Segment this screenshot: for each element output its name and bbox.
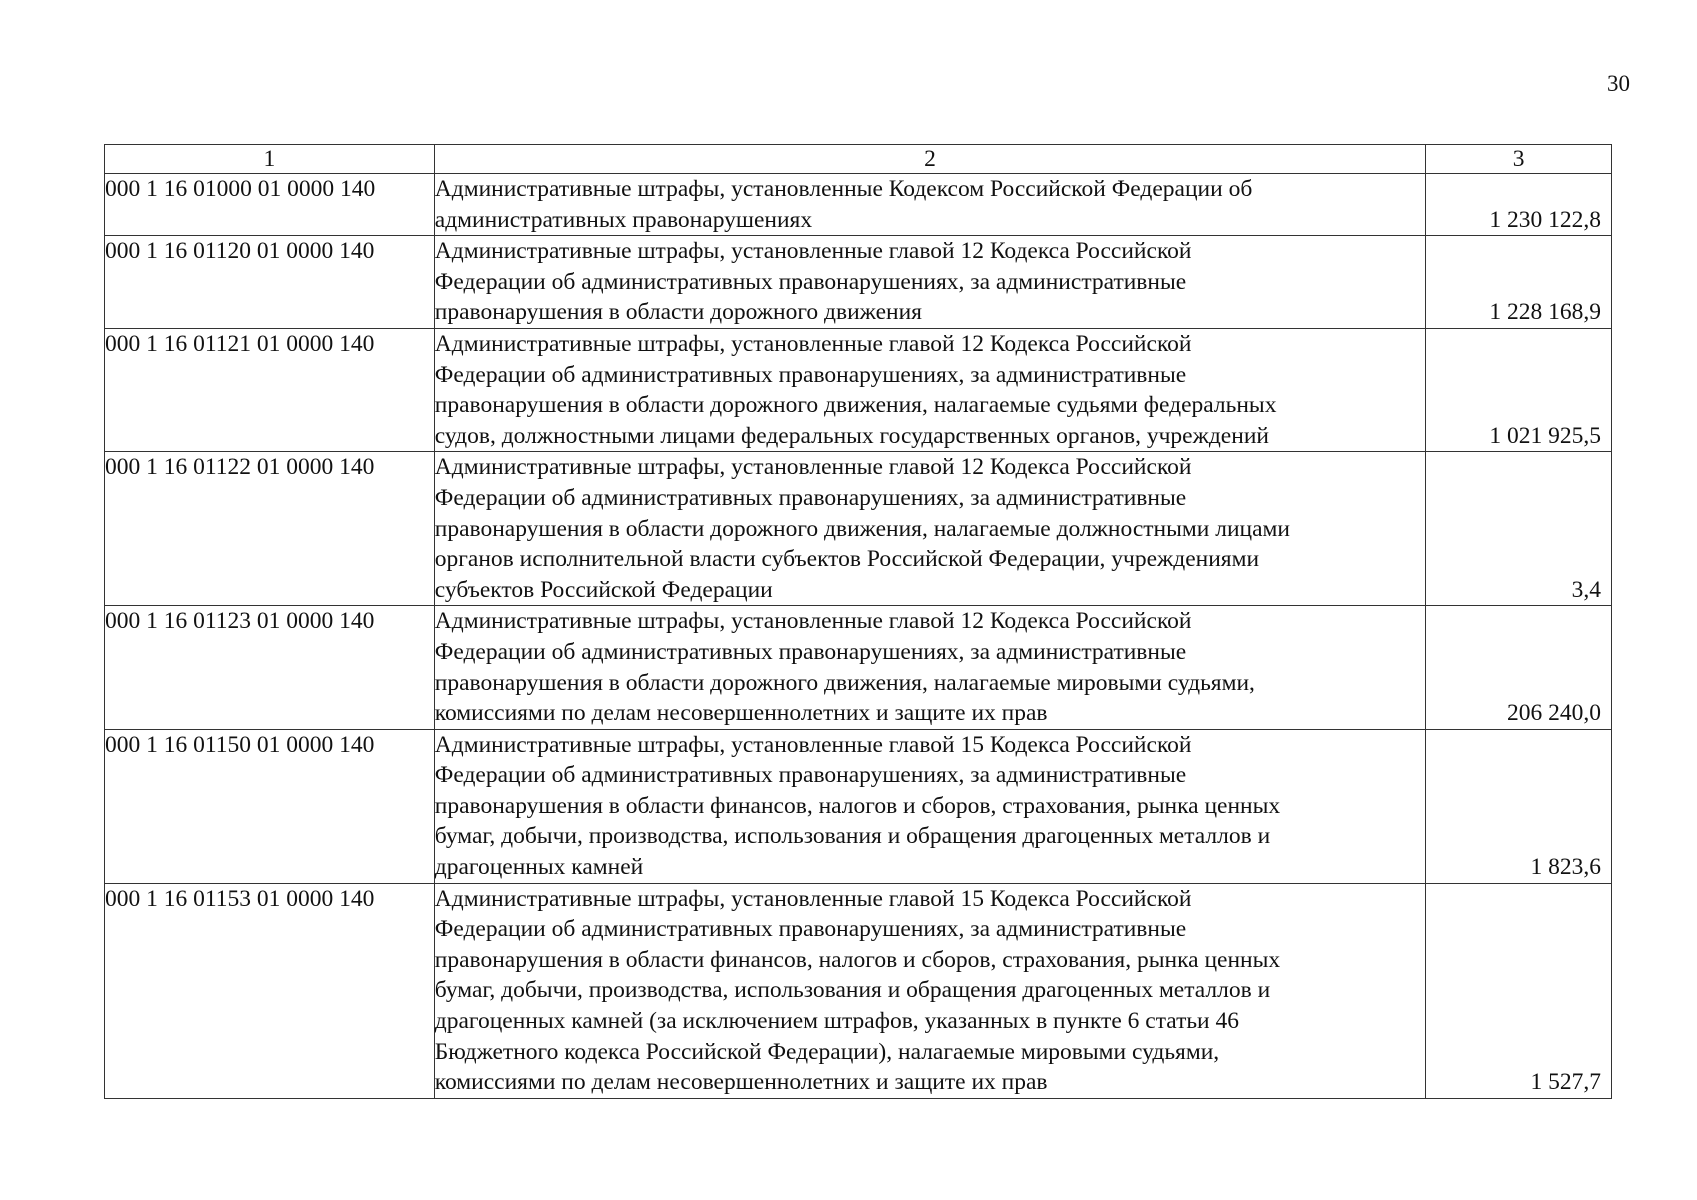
budget-code-cell: 000 1 16 01122 01 0000 140 [105, 452, 435, 606]
description-line: комиссиями по делам несовершеннолетних и защите их прав [434, 1069, 1048, 1096]
amount-cell: 1 228 168,9 [1426, 236, 1612, 329]
description-line: правонарушения в области финансов, налогов и сборов, страхования, рынка ценных [434, 946, 1281, 973]
description-line: драгоценных камней [434, 854, 644, 881]
amount-cell: 1 230 122,8 [1426, 174, 1612, 236]
amount-cell: 1 021 925,5 [1426, 328, 1612, 451]
description-line: субъектов Российской Федерации [434, 576, 773, 603]
description-line: правонарушения в области дорожного движения, налагаемые должностными лицами [434, 515, 1290, 542]
description-line: Федерации об административных правонарушениях, за административные [434, 638, 1187, 665]
table-row [105, 883, 1612, 1098]
description-line: комиссиями по делам несовершеннолетних и защите их прав [434, 700, 1048, 727]
description-line: административных правонарушениях [434, 206, 813, 233]
budget-code-cell: 000 1 16 01121 01 0000 140 [105, 328, 435, 451]
description-line: Федерации об административных правонарушениях, за административные [434, 762, 1187, 789]
column-header-1: 1 [105, 145, 435, 174]
description-cell [434, 883, 1425, 1098]
table-row [105, 452, 1612, 606]
amount-cell: 3,4 [1426, 452, 1612, 606]
column-header-3: 3 [1426, 145, 1612, 174]
description-line: правонарушения в области дорожного движения, налагаемые мировыми судьями, [434, 669, 1255, 696]
description-line: драгоценных камней (за исключением штрафов, указанных в пункте 6 статьи 46 [434, 1008, 1240, 1035]
description-line: бумаг, добычи, производства, использования и обращения драгоценных металлов и [434, 823, 1271, 850]
description-cell [434, 606, 1425, 729]
description-cell [434, 174, 1425, 236]
column-header-2: 2 [434, 145, 1425, 174]
description-line: судов, должностными лицами федеральных государственных органов, учреждений [434, 422, 1269, 449]
description-line: Административные штрафы, установленные главой 12 Кодекса Российской [434, 454, 1192, 481]
description-cell [434, 236, 1425, 329]
description-line: правонарушения в области дорожного движения [434, 299, 922, 326]
description-line: Федерации об административных правонарушениях, за административные [434, 268, 1187, 295]
budget-code-cell: 000 1 16 01153 01 0000 140 [105, 883, 435, 1098]
description-line: Федерации об административных правонарушениях, за административные [434, 484, 1187, 511]
description-cell [434, 452, 1425, 606]
amount-cell: 1 527,7 [1426, 883, 1612, 1098]
table-row [105, 729, 1612, 883]
description-line: Административные штрафы, установленные Кодексом Российской Федерации об [434, 176, 1253, 202]
description-line: Административные штрафы, установленные главой 12 Кодекса Российской [434, 330, 1192, 357]
description-line: органов исполнительной власти субъектов Российской Федерации, учреждениями [434, 546, 1260, 573]
description-line: правонарушения в области финансов, налогов и сборов, страхования, рынка ценных [434, 792, 1281, 819]
description-line: Административные штрафы, установленные главой 12 Кодекса Российской [434, 238, 1192, 265]
amount-cell: 1 823,6 [1426, 729, 1612, 883]
description-line: правонарушения в области дорожного движения, налагаемые судьями федеральных [434, 392, 1277, 419]
amount-cell: 206 240,0 [1426, 606, 1612, 729]
table-row [105, 328, 1612, 451]
table-header-row [105, 145, 1612, 174]
description-cell [434, 729, 1425, 883]
budget-code-cell: 000 1 16 01123 01 0000 140 [105, 606, 435, 729]
page-number: 30 [1607, 71, 1630, 96]
table-row [105, 606, 1612, 729]
description-line: Федерации об административных правонарушениях, за административные [434, 916, 1187, 943]
description-line: Административные штрафы, установленные главой 15 Кодекса Российской [434, 885, 1192, 912]
description-line: Административные штрафы, установленные главой 12 Кодекса Российской [434, 608, 1192, 635]
budget-table [104, 144, 1612, 1099]
description-line: Федерации об административных правонарушениях, за административные [434, 361, 1187, 388]
description-line: бумаг, добычи, производства, использования и обращения драгоценных металлов и [434, 977, 1271, 1004]
description-cell [434, 328, 1425, 451]
budget-code-cell: 000 1 16 01000 01 0000 140 [105, 174, 435, 236]
budget-table-body [105, 145, 1612, 1099]
table-row [105, 174, 1612, 236]
budget-code-cell: 000 1 16 01120 01 0000 140 [105, 236, 435, 329]
table-row [105, 236, 1612, 329]
description-line: Бюджетного кодекса Российской Федерации), налагаемые мировыми судьями, [434, 1038, 1220, 1065]
budget-code-cell: 000 1 16 01150 01 0000 140 [105, 729, 435, 883]
description-line: Административные штрафы, установленные главой 15 Кодекса Российской [434, 731, 1192, 758]
